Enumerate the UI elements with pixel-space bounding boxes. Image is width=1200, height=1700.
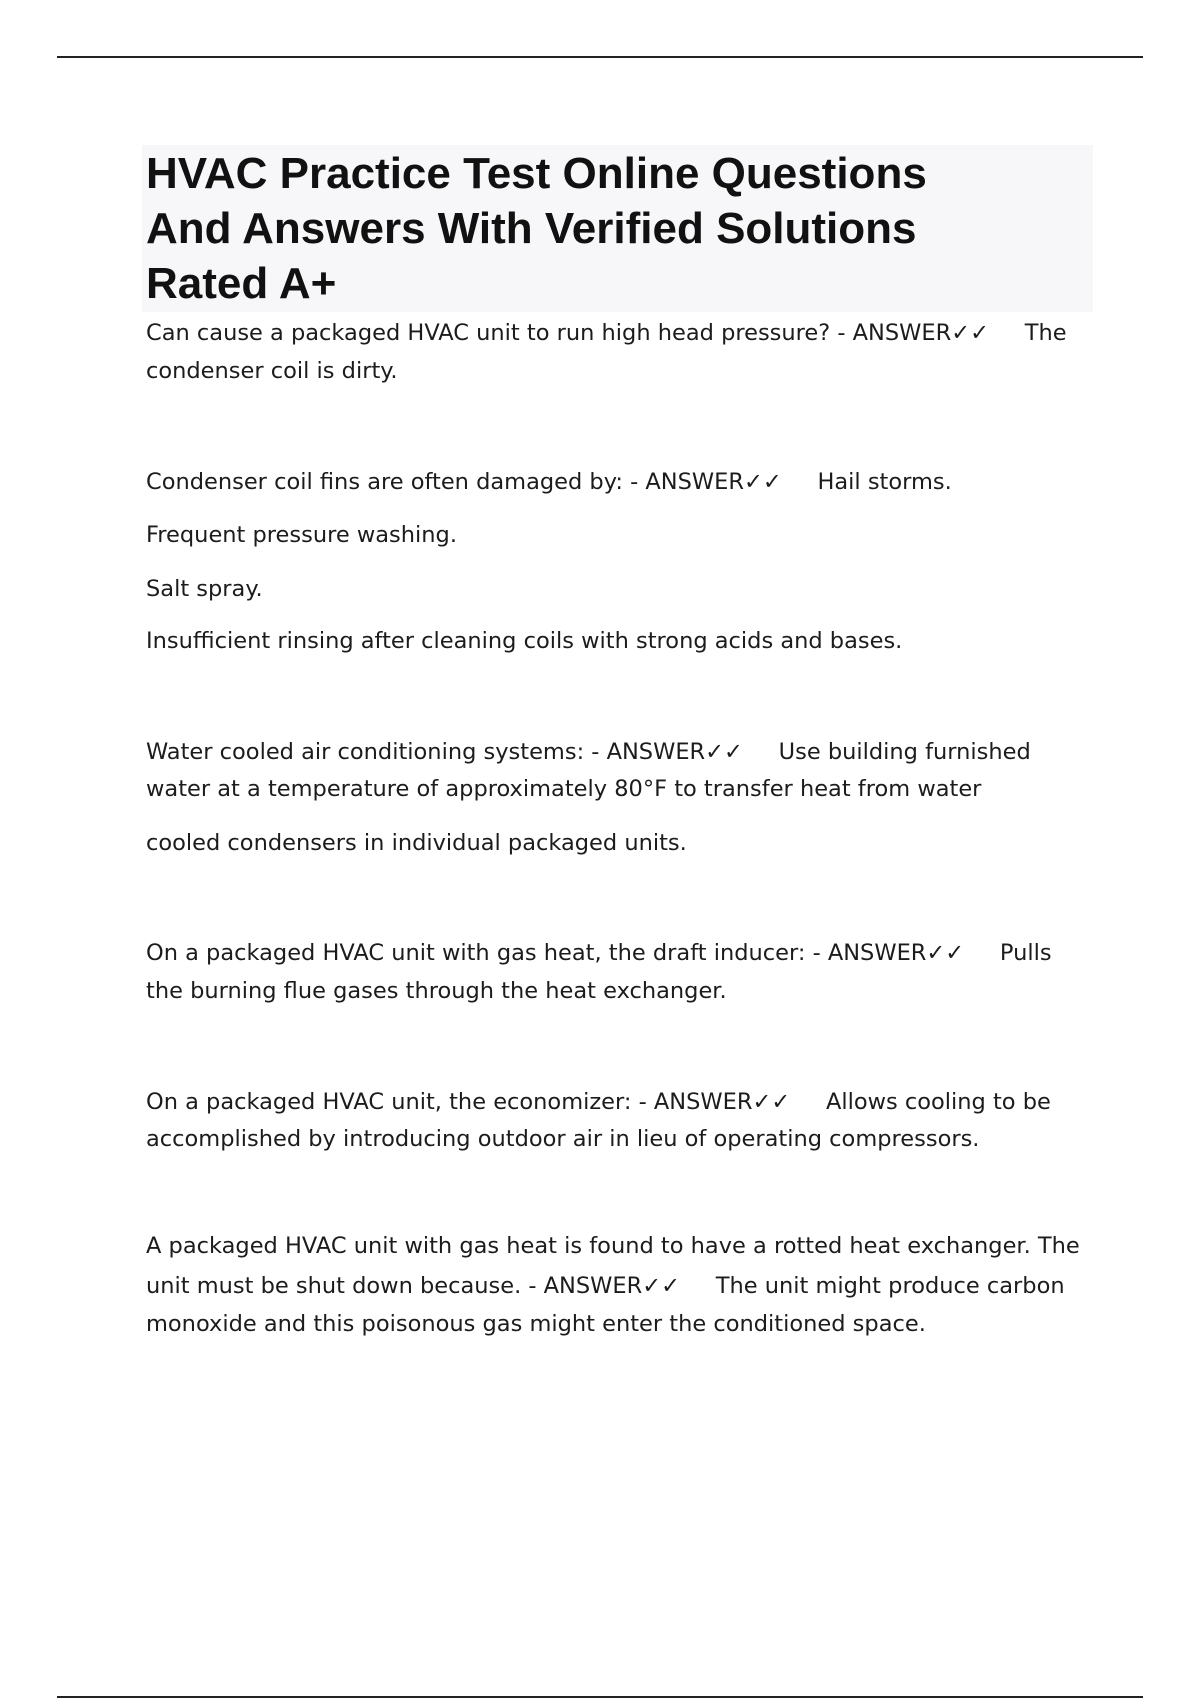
qa-6-line-1: A packaged HVAC unit with gas heat is found to have a rotted heat exchanger. The — [146, 1233, 1080, 1259]
qa-6-line-2: unit must be shut down because. - ANSWER✓✓ The unit might produce carbon — [146, 1273, 1065, 1299]
qa-1-line-2: condenser coil is dirty. — [146, 358, 398, 384]
qa-2-line-2: Frequent pressure washing. — [146, 522, 457, 548]
title-line-2: And Answers With Verified Solutions — [146, 204, 917, 253]
top-rule — [57, 56, 1143, 58]
qa-3-line-3: cooled condensers in individual packaged units. — [146, 830, 687, 856]
qa-2-line-4: Insufficient rinsing after cleaning coils with strong acids and bases. — [146, 628, 903, 654]
qa-2-line-3: Salt spray. — [146, 576, 263, 602]
qa-1-line-1: Can cause a packaged HVAC unit to run high head pressure? - ANSWER✓✓ The — [146, 320, 1067, 346]
title-line-1: HVAC Practice Test Online Questions — [146, 149, 927, 198]
qa-4-line-2: the burning flue gases through the heat exchanger. — [146, 978, 727, 1004]
document-title — [146, 146, 1076, 311]
qa-2-line-1: Condenser coil fins are often damaged by: - ANSWER✓✓ Hail storms. — [146, 469, 952, 495]
qa-4-line-1: On a packaged HVAC unit with gas heat, the draft inducer: - ANSWER✓✓ Pulls — [146, 940, 1052, 966]
qa-3-line-2: water at a temperature of approximately 80°F to transfer heat from water — [146, 776, 982, 802]
bottom-rule — [57, 1696, 1143, 1698]
title-line-3: Rated A+ — [146, 259, 337, 308]
qa-5-line-2: accomplished by introducing outdoor air in lieu of operating compressors. — [146, 1126, 980, 1152]
qa-5-line-1: On a packaged HVAC unit, the economizer: - ANSWER✓✓ Allows cooling to be — [146, 1089, 1051, 1115]
qa-3-line-1: Water cooled air conditioning systems: - ANSWER✓✓ Use building furnished — [146, 739, 1031, 765]
qa-6-line-3: monoxide and this poisonous gas might enter the conditioned space. — [146, 1311, 926, 1337]
